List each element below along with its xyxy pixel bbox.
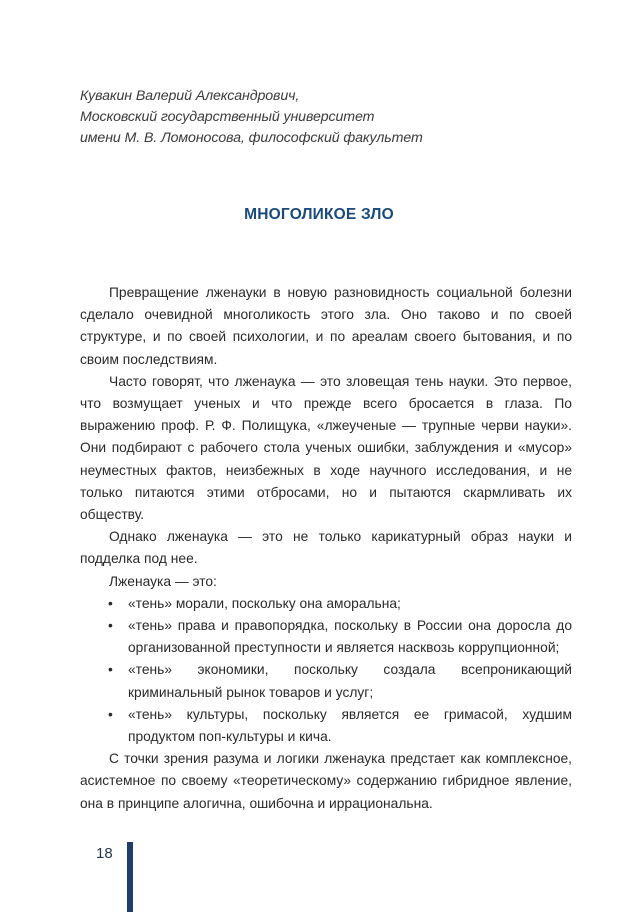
paragraph: Часто говорят, что лженаука — это зловещая тень науки. Это первое, что возмущает ученых и что прежде всего бросается в глаза. По выражению проф. Р. Ф. Полищука, «лжеученые — трупные черви науки». Они подбирают с рабочего стола ученых ошибки, заблуждения и «мусор» неуместных фактов, неизбежных в ходе научного исследования, и не только питаются этими отбросами, но и пытаются скармливать их обществу. [80,373,572,523]
list-item-text: «тень» морали, поскольку она аморальна; [128,595,401,611]
list-item [80,659,572,703]
list-item-text: «тень» экономики, поскольку создала всепроникающий криминальный рынок товаров и услуг; [128,662,572,700]
list-item [80,615,572,659]
author-affiliation: Московский государственный университет [80,109,375,125]
author-faculty: имени М. В. Ломоносова, философский факультет [80,130,423,146]
list-item-text: «тень» права и правопорядка, поскольку в России она доросла до организованной преступности и является насквозь коррупционной; [128,618,572,656]
bullet-icon: • [108,618,113,634]
list-item [80,593,572,615]
paragraph: С точки зрения разума и логики лженаука предстает как комплексное, асистемное по своему «теоретическому» содержанию гибридное явление, она в принципе алогична, ошибочна и иррациональна. [80,751,572,811]
page-margin-rule [127,842,133,912]
bullet-list [80,593,572,748]
article-body [80,282,572,815]
article-title: МНОГОЛИКОЕ ЗЛО [244,206,394,223]
paragraph: Превращение лженауки в новую разновидность социальной болезни сделало очевидной многоликость этого зла. Оно таково и по своей структуре, и по своей психологии, и по ареалам своего бытования, и по своим последствиям. [80,285,572,367]
bullet-icon: • [108,595,113,611]
bullet-icon: • [108,662,113,678]
author-name: Кувакин Валерий Александрович, [80,88,300,104]
list-item [80,704,572,748]
paragraph: Однако лженаука — это не только карикатурный образ науки и подделка под нее. [80,529,572,567]
author-block [80,86,600,149]
page-number: 18 [96,845,113,862]
bullet-icon: • [108,706,113,722]
list-item-text: «тень» культуры, поскольку является ее гримасой, худшим продуктом поп-культуры и кича. [128,706,572,745]
list-intro: Лженаука — это: [109,573,217,589]
